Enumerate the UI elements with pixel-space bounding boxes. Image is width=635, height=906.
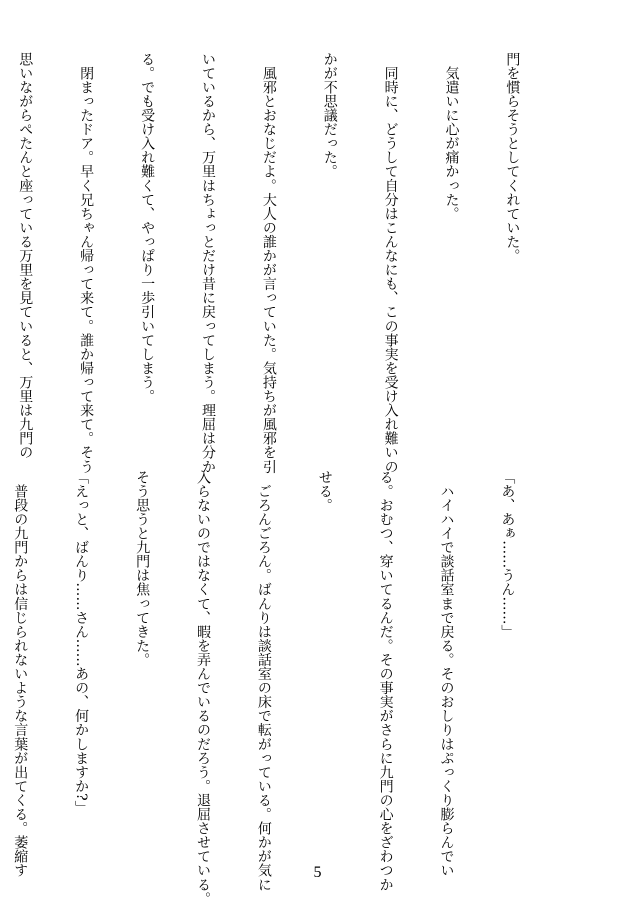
upper-text-block xyxy=(0,52,563,474)
text-line: かが不思議だった。 xyxy=(321,52,338,179)
text-line: 「あ、あぁ……うん……」 xyxy=(499,470,516,639)
text-line: 門を慣らそうとしてくれていた。 xyxy=(504,52,521,263)
text-line: 風邪とおなじだよ。大人の誰かが言っていた。気持ちが風邪を引 xyxy=(260,52,277,474)
text-line: そう思うと九門は焦ってきた。 xyxy=(134,470,151,667)
text-line: 気遣いに心が痛かった。 xyxy=(443,52,460,221)
text-line: る。おむつ、穿いてるんだ。その事実がさらに九門の心をざわつか xyxy=(377,470,394,892)
text-line: 同時に、どうして自分はこんなにも、この事実を受け入れ難いの xyxy=(382,52,399,474)
text-line: せる。 xyxy=(316,470,333,513)
text-line: 思いながらぺたんと座っている万里を見ていると、万里は九門の xyxy=(17,52,34,460)
text-line: いているから、万里はちょっとだけ昔に戻ってしまう。理屈は分か xyxy=(199,52,216,474)
page-number: 5 xyxy=(313,864,322,881)
text-line: ハイハイで談話室まで戻る。そのおしりはぷっくり膨らんでい xyxy=(438,470,455,878)
text-line: 普段の九門からは信じられないような言葉が出てくる。萎縮す xyxy=(12,470,29,878)
text-line: ごろんごろん。ばんりは談話室の床で転がっている。何かが気に xyxy=(255,470,272,892)
text-line: 「えっと、ばんり……さん……あの、何かしますか?」 xyxy=(73,470,90,815)
text-line: る。でも受け入れ難くて、やっぱり一歩引いてしまう。 xyxy=(139,52,156,404)
text-line: 閉まったドア。早く兄ちゃん帰って来て。誰か帰って来て。そう xyxy=(78,52,95,474)
lower-text-block xyxy=(0,470,558,906)
text-line: 入らないのではなくて、暇を弄んでいるのだろう。退屈させている。 xyxy=(194,470,211,906)
